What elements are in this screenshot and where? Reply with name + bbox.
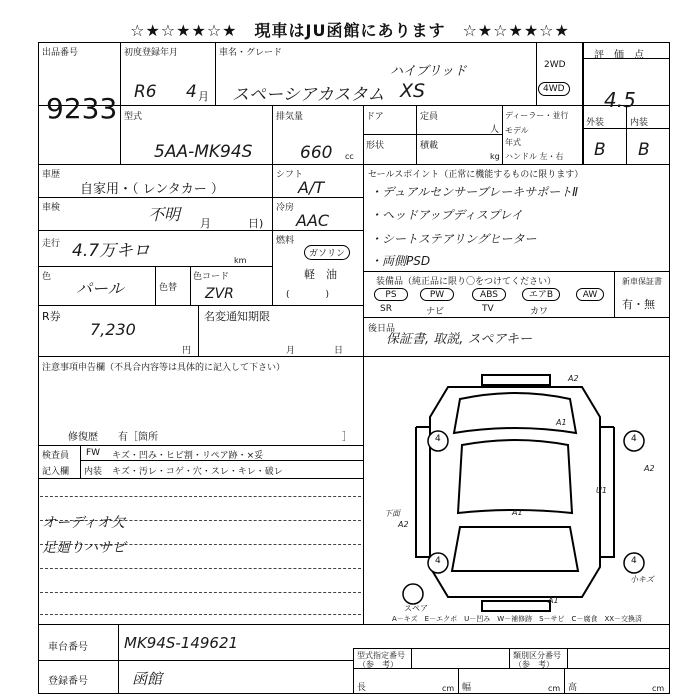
accessories-label: 後日品 xyxy=(368,324,396,334)
car-grade: XS xyxy=(400,80,426,102)
damage-legend: A－キズ E－エクボ U－凹み W－補修跡 S－サビ C－腐食 XX－交換済 xyxy=(392,615,643,623)
sales-point-2: ・ヘッドアップディスプレイ xyxy=(370,208,523,222)
equip-sr: SR xyxy=(380,304,392,314)
notice-month: 月 xyxy=(286,346,296,356)
year-label: 年式 xyxy=(505,138,521,147)
cc-unit: cc xyxy=(345,152,354,161)
recycle-label: R券 xyxy=(42,310,61,323)
sales-points-label: セールスポイント（正常に機能するものに限ります） xyxy=(368,170,584,180)
sheet-title: ☆★☆★★☆★ 現車はJU函館にあります ☆★☆★★☆★ xyxy=(130,21,570,40)
km-unit: km xyxy=(234,256,247,265)
equip-ps: PS xyxy=(374,288,408,301)
repair-history-value: 有［箇所 xyxy=(118,432,158,443)
fuel-label: 燃料 xyxy=(276,236,295,246)
drive-2wd: 2WD xyxy=(544,60,566,70)
plate-label: 登録番号 xyxy=(48,676,88,687)
chassis-number: MK94S-149621 xyxy=(124,634,239,652)
model-designation-label: 型式指定番号 xyxy=(357,651,405,660)
length-label: 長 xyxy=(357,683,367,693)
shape-label: 形状 xyxy=(366,141,385,151)
category-label: 類別区分番号 xyxy=(513,651,561,660)
inspector-label-bottom: 記入欄 xyxy=(42,467,70,477)
capacity-label: 定員 xyxy=(420,112,439,122)
kg-unit: kg xyxy=(490,152,500,161)
exterior-label: 外装 xyxy=(586,118,605,128)
warranty-options: 有・無 xyxy=(622,298,655,311)
model-label: モデル xyxy=(505,126,529,135)
equip-pw: PW xyxy=(420,288,454,301)
model-code: 5AA-MK94S xyxy=(154,142,253,162)
color-label: 色 xyxy=(42,272,52,282)
category-ref: （参 考） xyxy=(514,660,554,669)
mileage-value: 4.7万キロ xyxy=(72,241,151,261)
fuel-light-oil: 軽 油 xyxy=(304,268,337,281)
car-damage-diagram xyxy=(364,357,670,625)
hybrid-note: ハイブリッド xyxy=(390,64,467,79)
drive-4wd-circled: 4WD xyxy=(538,82,570,96)
inspection-label: 車検 xyxy=(42,203,61,213)
person-unit: 人 xyxy=(490,125,500,135)
score-value: 4.5 xyxy=(604,88,636,112)
width-label: 幅 xyxy=(462,683,472,693)
equip-leather: カワ xyxy=(530,307,549,317)
sales-point-4: ・両側PSD xyxy=(370,254,431,268)
type-label: 型式 xyxy=(124,112,143,122)
mark-a1-center: A1 xyxy=(512,508,523,517)
chassis-label: 車台番号 xyxy=(48,642,88,653)
equip-abs: ABS xyxy=(472,288,506,301)
mark-a1-front: A1 xyxy=(556,418,567,427)
shift-value: A/T xyxy=(298,178,325,197)
color-code-label: 色コード xyxy=(193,272,230,282)
recycle-amount: 7,230 xyxy=(90,320,136,339)
dealer-label: ディーラー・並行 xyxy=(505,111,569,120)
notice-label: 名変通知期限 xyxy=(204,310,270,323)
equip-airbag: エアB xyxy=(522,288,560,301)
wheel-fl-score: 4 xyxy=(435,434,441,444)
model-grade-label: 車名・グレード xyxy=(219,48,283,58)
length-unit: cm xyxy=(442,684,455,693)
mileage-label: 走行 xyxy=(42,239,61,249)
wheel-fr-score: 4 xyxy=(631,434,637,444)
equip-navi: ナビ xyxy=(426,307,445,317)
interior-grade: B xyxy=(638,140,650,160)
mark-a1-bottom: A1 xyxy=(548,596,559,605)
lot-label: 出品番号 xyxy=(42,48,79,58)
inspector-note-2: 足廻りハサビ xyxy=(42,540,126,556)
door-label: ドア xyxy=(366,112,384,122)
displacement: 660 xyxy=(300,143,333,163)
sales-point-3: ・シートステアリングヒーター xyxy=(370,232,537,246)
interior-label: 内装 xyxy=(630,118,649,128)
inspection-day: 日) xyxy=(248,217,264,230)
wheel-rl-score: 4 xyxy=(435,556,441,566)
repair-history-label: 修復歴 xyxy=(68,432,98,443)
history-value: 自家用・（ レンタカー ） xyxy=(80,182,224,197)
first-registration-label: 初度登録年月 xyxy=(124,48,179,58)
accessories-value: 保証書, 取説, スペアキー xyxy=(386,332,533,347)
displacement-label: 排気量 xyxy=(276,112,304,122)
first-registration-month: 4 xyxy=(186,82,197,102)
color-code: ZVR xyxy=(205,286,234,302)
exterior-grade: B xyxy=(594,140,606,160)
mark-a2-right: A2 xyxy=(644,464,655,473)
mark-under-label: 下面 xyxy=(384,509,400,518)
color-value: パール xyxy=(76,279,124,298)
fuel-other: ( ) xyxy=(286,290,330,300)
mark-u1: U1 xyxy=(596,486,607,495)
first-registration-month-unit: 月 xyxy=(198,90,209,103)
plate-value: 函館 xyxy=(132,670,163,688)
mark-under-value: A2 xyxy=(398,520,409,529)
mark-small-scratch: 小キズ xyxy=(630,575,654,584)
ac-label: 冷房 xyxy=(276,203,295,213)
height-label: 高 xyxy=(568,683,578,693)
equipment-label: 装備品（純正品に限り〇をつけてください） xyxy=(376,277,557,287)
fw-label: FW xyxy=(86,448,101,458)
sales-point-1: ・デュアルセンサーブレーキサポートⅡ xyxy=(370,185,578,199)
warranty-label: 新車保証書 xyxy=(622,277,662,286)
color-change-label: 色替 xyxy=(159,283,178,293)
handle-label: ハンドル 左・右 xyxy=(505,152,564,161)
first-registration-era: R6 xyxy=(134,82,157,102)
inspector-label-top: 検査員 xyxy=(42,451,70,461)
car-name: スペーシアカスタム xyxy=(232,85,385,105)
interior-defect-items: キズ・汚レ・コゲ・穴・スレ・キレ・破レ xyxy=(112,467,283,477)
load-label: 積載 xyxy=(420,141,439,151)
notice-day: 日 xyxy=(334,346,344,356)
notes-label: 注意事項申告欄（不具合内容等は具体的に記入して下さい） xyxy=(42,363,286,373)
score-label: 評 価 点 xyxy=(594,50,644,61)
equip-tv: TV xyxy=(482,304,494,314)
equip-aw: AW xyxy=(576,288,604,301)
wheel-rr-score: 4 xyxy=(631,556,637,566)
ac-value: AAC xyxy=(296,211,330,230)
spare-label: スペア xyxy=(404,604,428,613)
fuel-gasoline-circled: ガソリン xyxy=(304,245,350,260)
repair-history-close: ］ xyxy=(342,432,352,443)
recycle-yen: 円 xyxy=(182,346,192,356)
height-unit: cm xyxy=(652,684,665,693)
width-unit: cm xyxy=(548,684,561,693)
history-label: 車歴 xyxy=(42,170,61,180)
model-designation-ref: （参 考） xyxy=(358,660,398,669)
inspection-month: 月 xyxy=(200,217,211,230)
inspector-note-1: オーディオ欠 xyxy=(42,515,125,531)
lot-number: 9233 xyxy=(46,92,118,125)
fw-items: キズ・凹み・ヒビ割・リペア跡・×妥 xyxy=(112,451,264,461)
interior-defect-label: 内装 xyxy=(84,467,103,477)
mark-a2-top: A2 xyxy=(568,374,579,383)
shift-label: シフト xyxy=(276,170,304,180)
inspection-note: 不明 xyxy=(148,205,181,224)
